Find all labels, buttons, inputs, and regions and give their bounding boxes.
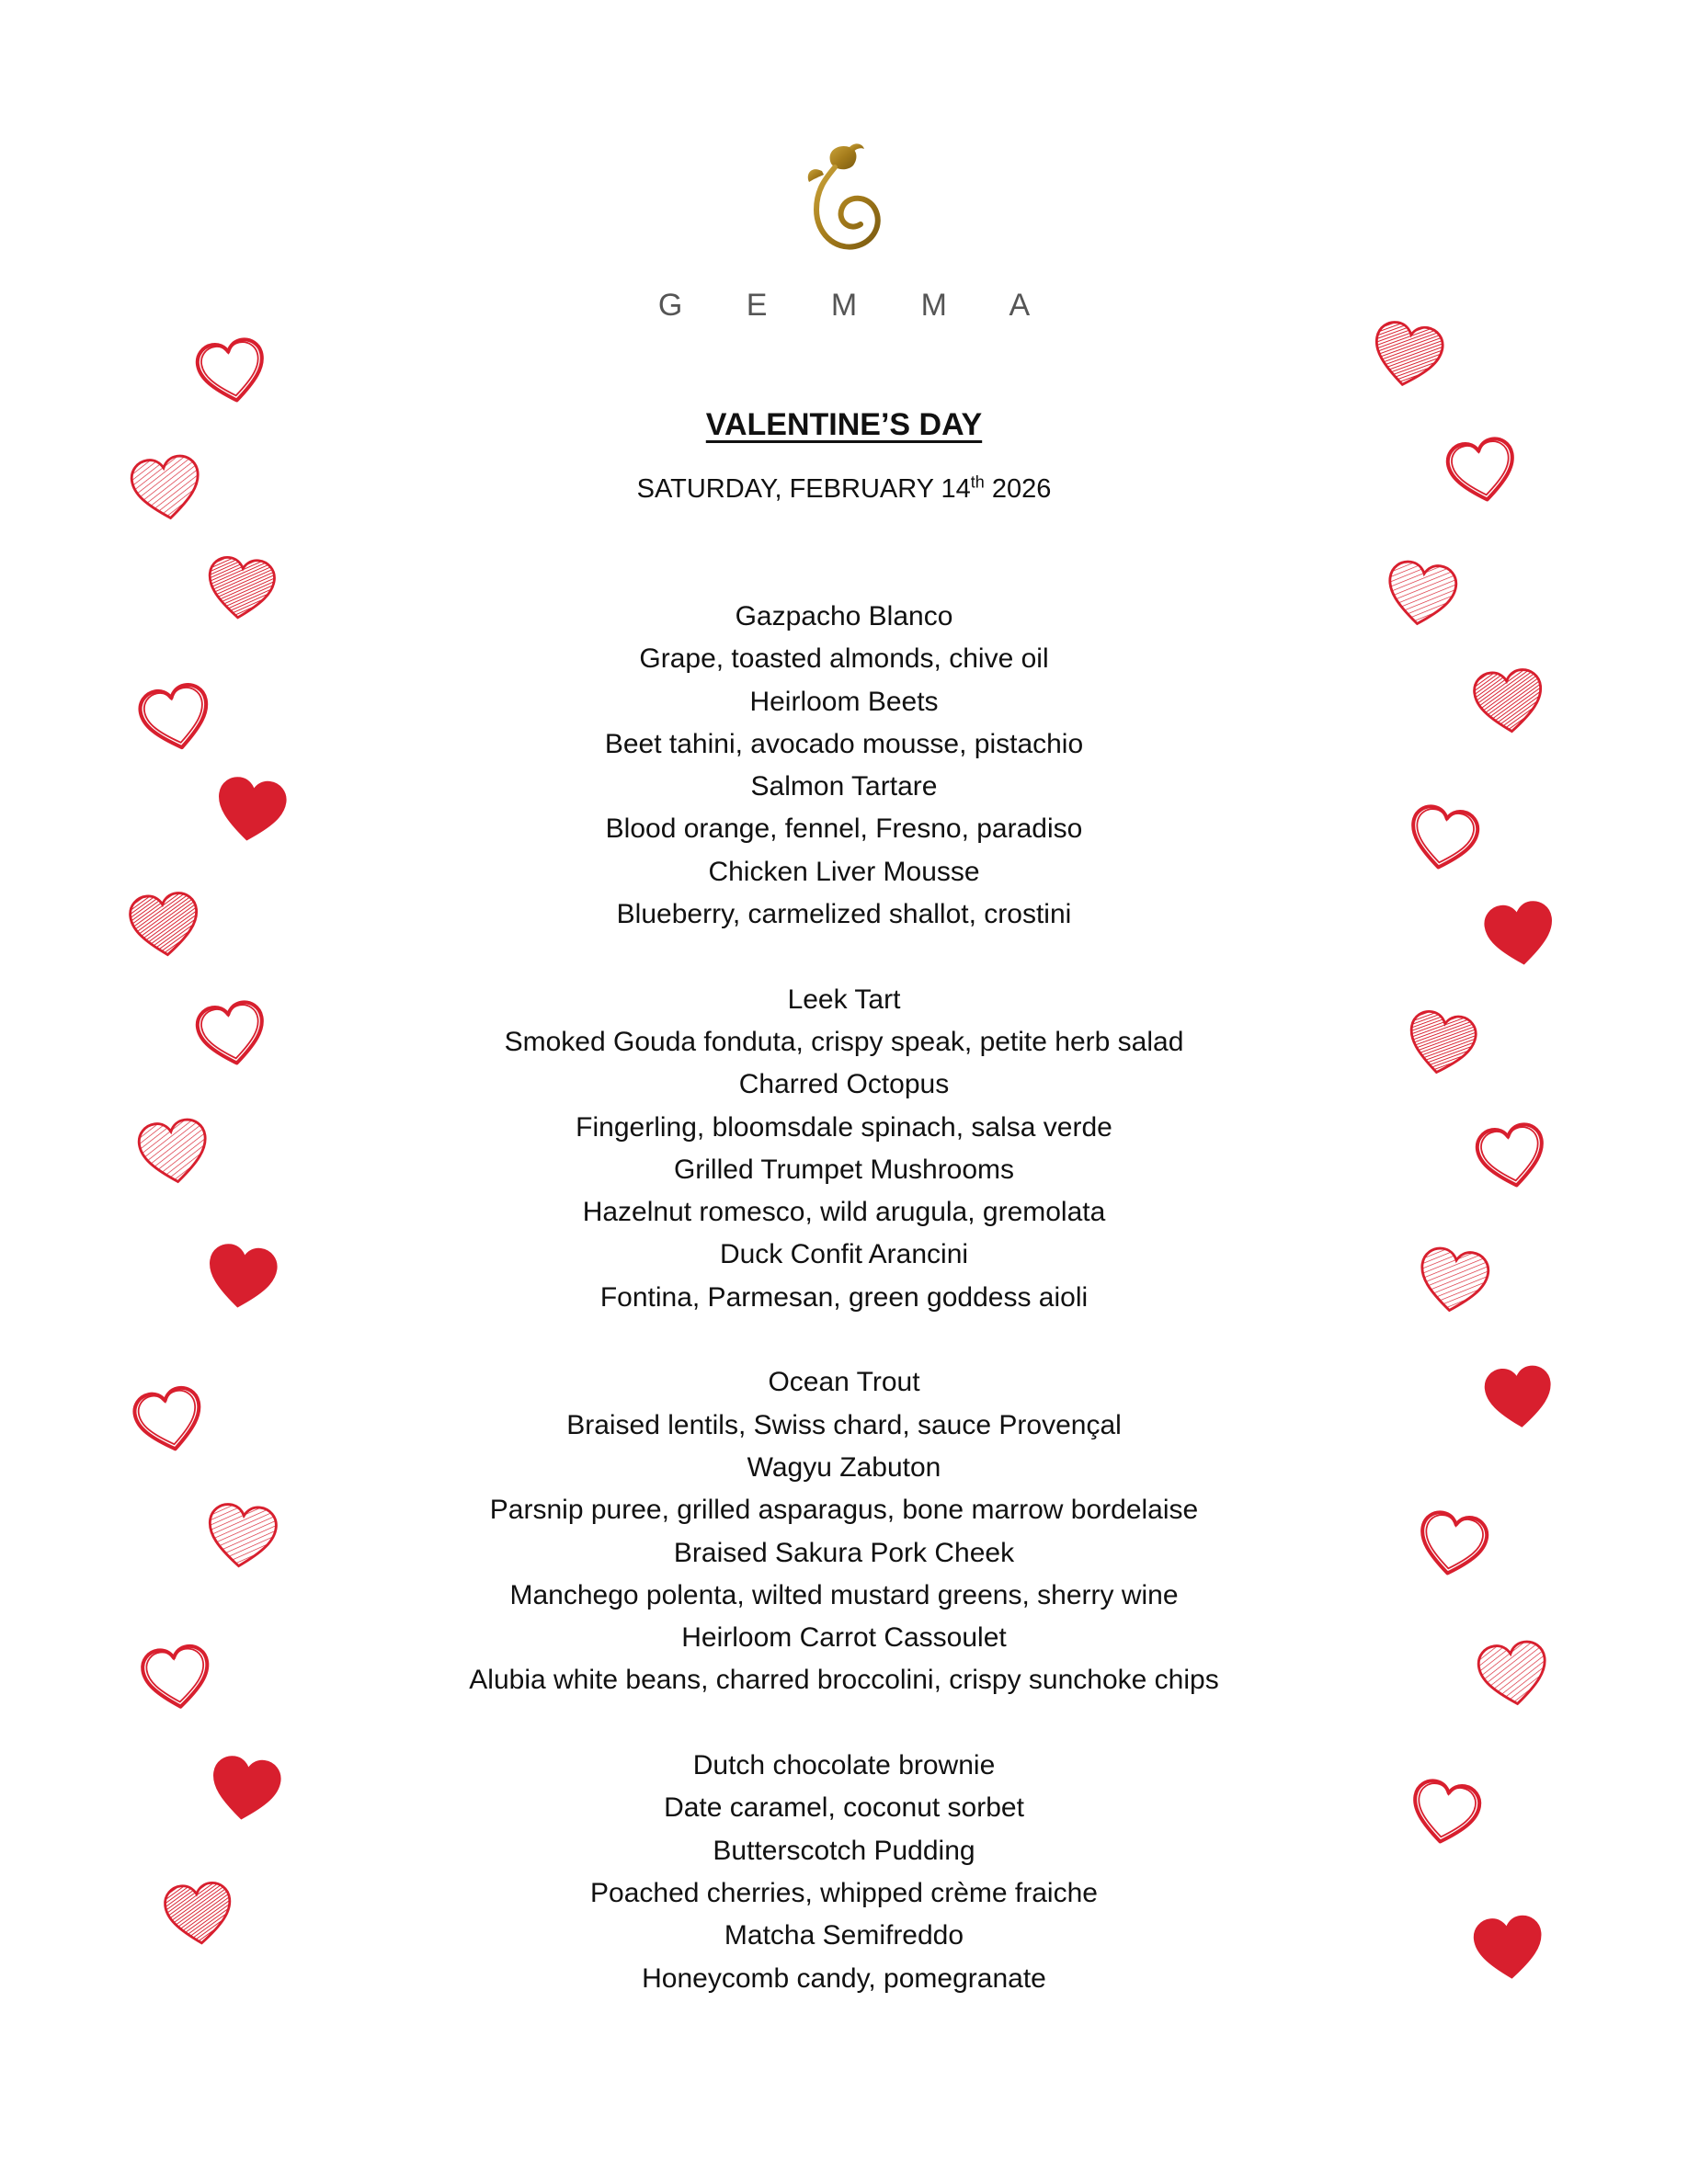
heart-icon — [189, 329, 275, 415]
menu-item-description: Blueberry, carmelized shallot, crostini — [616, 899, 1072, 930]
gemma-logo-icon — [770, 138, 899, 267]
heart-icon — [123, 883, 206, 966]
menu-item: Salmon Tartare — [750, 771, 938, 802]
heart-icon — [1364, 312, 1452, 399]
menu-item: Wagyu Zabuton — [747, 1451, 941, 1483]
heart-icon — [200, 1495, 283, 1577]
heart-icon — [1471, 1632, 1557, 1717]
page-title: VALENTINE’S DAY — [705, 407, 983, 442]
menu-item: Dutch chocolate brownie — [692, 1750, 996, 1781]
menu-item-description: Honeycomb candy, pomegranate — [642, 1962, 1046, 1994]
heart-icon — [131, 1109, 217, 1195]
menu-item-description: Parsnip puree, grilled asparagus, bone marrow bordelaise — [489, 1495, 1199, 1526]
heart-icon — [1467, 660, 1550, 743]
heart-icon — [1440, 428, 1525, 514]
menu-item-description: Date caramel, coconut sorbet — [664, 1792, 1024, 1824]
menu-item-description: Fontina, Parmesan, green goddess aioli — [599, 1281, 1089, 1313]
menu-item-description: Grape, toasted almonds, chive oil — [639, 643, 1049, 675]
heart-icon — [200, 548, 281, 629]
heart-icon — [189, 992, 275, 1077]
menu-item-description: Smoked Gouda fonduta, crispy speak, petite herb salad — [504, 1026, 1184, 1057]
menu-item: Heirloom Carrot Cassoulet — [681, 1622, 1007, 1654]
heart-icon — [209, 768, 294, 853]
menu-item: Charred Octopus — [738, 1069, 950, 1100]
menu-item-description: Braised lentils, Swiss chard, sauce Provençal — [566, 1409, 1122, 1440]
date-ordinal-suffix: th — [970, 472, 985, 492]
heart-icon — [1399, 1001, 1485, 1086]
menu-item-description: Hazelnut romesco, wild arugula, gremolata — [582, 1197, 1106, 1228]
date-prefix: SATURDAY, FEBRUARY 14 — [636, 474, 971, 504]
heart-icon — [1469, 1114, 1555, 1200]
date-year: 2026 — [984, 474, 1052, 504]
heart-icon — [135, 1636, 218, 1719]
menu-item: Gazpacho Blanco — [735, 601, 953, 631]
menu-item-description: Alubia white beans, charred broccolini, crispy sunchoke chips — [469, 1665, 1219, 1696]
menu-item: Duck Confit Arancini — [719, 1239, 969, 1270]
menu-item: Braised Sakura Pork Cheek — [673, 1537, 1015, 1568]
heart-icon — [1478, 1357, 1559, 1438]
menu-item-description: Blood orange, fennel, Fresno, paradiso — [605, 813, 1083, 845]
menu-item: Ocean Trout — [768, 1367, 920, 1398]
heart-icon — [1410, 1502, 1496, 1587]
heart-icon — [131, 673, 220, 762]
menu-item-description: Fingerling, bloomsdale spinach, salsa verde — [576, 1111, 1112, 1143]
course-1 — [0, 596, 1688, 936]
heart-icon — [1401, 796, 1487, 882]
heart-icon — [1467, 1906, 1550, 1989]
heart-icon — [1403, 1770, 1488, 1856]
heart-icon — [200, 1234, 285, 1320]
heart-icon — [1411, 1238, 1497, 1324]
menu-item-description: Poached cherries, whipped crème fraiche — [590, 1877, 1098, 1908]
menu-item: Heirloom Beets — [749, 686, 939, 717]
menu-item: Leek Tart — [787, 984, 901, 1015]
menu-item: Matcha Semifreddo — [724, 1920, 964, 1951]
menu-item: Chicken Liver Mousse — [708, 856, 980, 887]
menu-item-description: Manchego polenta, wilted mustard greens, sherry wine — [509, 1579, 1179, 1610]
heart-icon — [1379, 552, 1465, 637]
menu-item: Grilled Trumpet Mushrooms — [673, 1154, 1015, 1185]
brand-wordmark: G E M M A — [657, 288, 1058, 323]
menu-item: Butterscotch Pudding — [713, 1835, 975, 1866]
heart-icon — [158, 1873, 239, 1954]
menu-item-description: Beet tahini, avocado mousse, pistachio — [604, 728, 1084, 759]
heart-icon — [126, 1377, 213, 1464]
heart-icon — [124, 446, 210, 531]
heart-icon — [203, 1746, 289, 1832]
heart-icon — [1477, 892, 1563, 977]
event-date — [0, 474, 1688, 505]
